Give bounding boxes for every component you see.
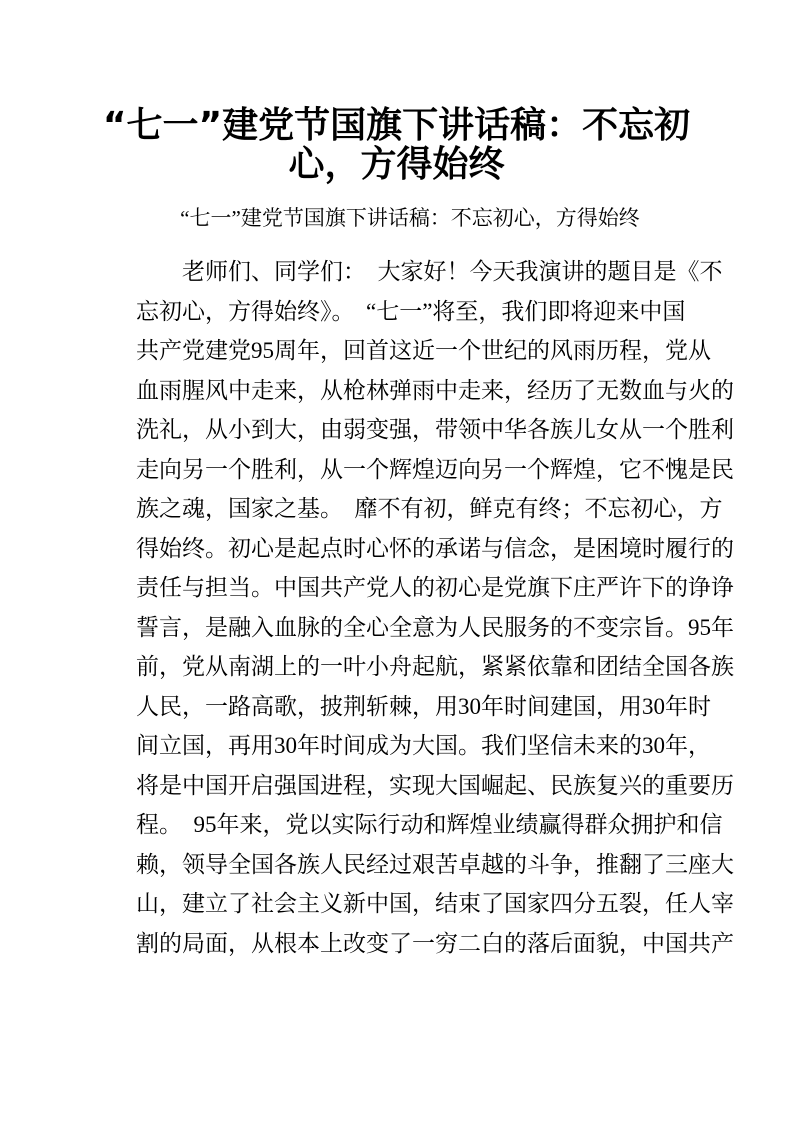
body-line: 前，党从南湖上的一叶小舟起航，紧紧依靠和团结全国各族 xyxy=(136,654,734,679)
body-line: 血雨腥风中走来，从枪林弹雨中走来，经历了无数血与火的 xyxy=(136,377,734,403)
document-subtitle: “七一”建党节国旗下讲话稿：不忘初心，方得始终 xyxy=(180,206,640,230)
body-line: 人民，一路高歌，披荆斩棘，用30年时间建国，用30年时 xyxy=(136,693,711,719)
body-line: 忘初心，方得始终》。 “七一”将至，我们即将迎来中国 xyxy=(136,298,686,324)
body-line: 赖，领导全国各族人民经过艰苦卓越的斗争，推翻了三座大 xyxy=(136,851,734,877)
body-line: 责任与担当。中国共产党人的初心是党旗下庄严许下的诤诤 xyxy=(136,575,734,600)
body-line: 誓言，是融入血脉的全心全意为人民服务的不变宗旨。95年 xyxy=(136,614,734,640)
body-line: 洗礼，从小到大，由弱变强，带领中华各族儿女从一个胜利 xyxy=(136,417,734,442)
document-title-line-1: “七一”建党节国旗下讲话稿：不忘初 xyxy=(102,105,691,146)
body-line: 得始终。初心是起点时心怀的承诺与信念，是困境时履行的 xyxy=(136,535,734,561)
document-body xyxy=(136,252,734,963)
body-line: 割的局面，从根本上改变了一穷二白的落后面貌，中国共产 xyxy=(136,930,734,956)
body-line: 间立国，再用30年时间成为大国。我们坚信未来的30年， xyxy=(136,733,711,758)
document-title-line-2: 心，方得始终 xyxy=(288,144,505,185)
body-line: 族之魂，国家之基。 靡不有初，鲜克有终；不忘初心，方 xyxy=(136,496,723,521)
body-line: 程。 95年来，党以实际行动和辉煌业绩赢得群众拥护和信 xyxy=(136,812,723,837)
body-line: 老师们、同学们： 大家好！今天我演讲的题目是《不 xyxy=(182,259,723,284)
body-line: 走向另一个胜利，从一个辉煌迈向另一个辉煌，它不愧是民 xyxy=(136,456,734,482)
body-line: 山，建立了社会主义新中国，结束了国家四分五裂，任人宰 xyxy=(136,891,734,916)
body-line: 将是中国开启强国进程，实现大国崛起、民族复兴的重要历 xyxy=(136,772,734,798)
body-line: 共产党建党95周年，回首这近一个世纪的风雨历程，党从 xyxy=(136,338,711,363)
